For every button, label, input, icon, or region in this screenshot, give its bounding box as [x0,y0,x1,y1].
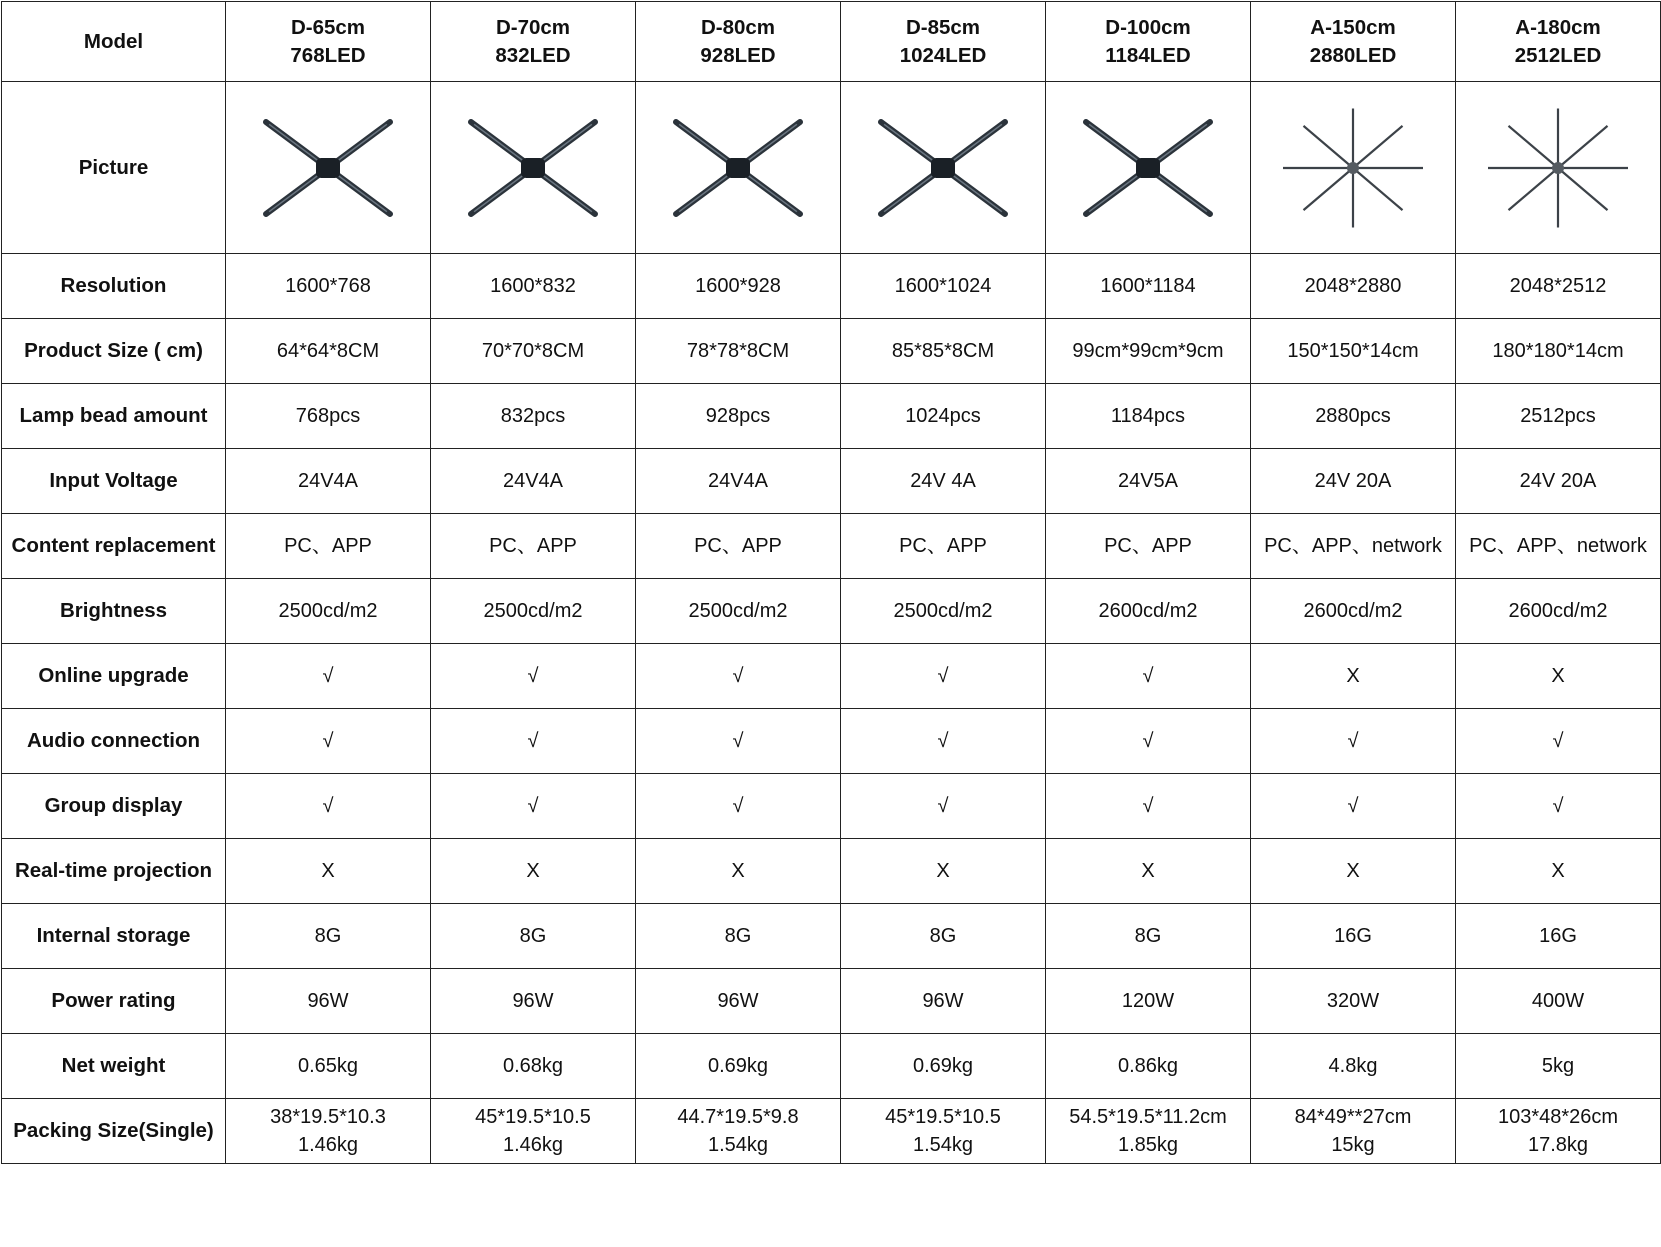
fan-hub [931,158,955,178]
packing-size: 84*49**27cm [1294,1106,1412,1128]
cross-mark: X [841,839,1046,904]
fan-hub [1552,162,1564,174]
eight-blade-fan-icon [1458,88,1658,248]
packing-weight: 1.85kg [1117,1134,1179,1156]
packing-weight: 17.8kg [1527,1134,1589,1156]
spec-row [2,319,1661,384]
model-header-row [2,2,1661,82]
cross-mark: X [1456,839,1661,904]
value-cell: 2880pcs [1251,384,1456,449]
picture-cell [636,82,841,254]
spec-row [2,904,1661,969]
row-label: Power rating [2,969,226,1034]
value-cell: 5kg [1456,1034,1661,1099]
packing-weight: 15kg [1331,1134,1375,1156]
fan-hub [726,158,750,178]
row-label: Internal storage [2,904,226,969]
value-cell: PC、APP [841,514,1046,579]
spec-row [2,384,1661,449]
four-blade-fan-icon [638,88,838,248]
value-cell: 24V4A [431,449,636,514]
cross-mark: X [1251,839,1456,904]
model-led-count: 928LED [700,43,776,67]
model-led-count: 2880LED [1309,43,1397,67]
row-label: Online upgrade [2,644,226,709]
value-cell: 150*150*14cm [1251,319,1456,384]
value-cell: 0.68kg [431,1034,636,1099]
model-led-count: 1024LED [899,43,987,67]
check-mark: √ [636,774,841,839]
cross-mark: X [431,839,636,904]
value-cell: 8G [431,904,636,969]
value-cell: 832pcs [431,384,636,449]
fan-blade [1558,168,1608,210]
value-cell: PC、APP、network [1456,514,1661,579]
spec-row [2,839,1661,904]
row-label: Resolution [2,254,226,319]
value-cell: 1184pcs [1046,384,1251,449]
check-mark: √ [1251,709,1456,774]
four-blade-fan-icon [843,88,1043,248]
packing-cell [226,1099,431,1164]
value-cell: 0.69kg [841,1034,1046,1099]
value-cell: 24V4A [636,449,841,514]
model-name: D-85cm [905,15,981,39]
fan-hub [1136,158,1160,178]
eight-blade-fan-icon [1253,88,1453,248]
value-cell: 2600cd/m2 [1046,579,1251,644]
value-cell: 4.8kg [1251,1034,1456,1099]
cross-mark: X [1251,644,1456,709]
row-label: Brightness [2,579,226,644]
value-cell: 24V4A [226,449,431,514]
value-cell: PC、APP、network [1251,514,1456,579]
value-cell: 320W [1251,969,1456,1034]
value-cell: 1600*768 [226,254,431,319]
check-mark: √ [1046,774,1251,839]
packing-weight: 1.46kg [502,1134,564,1156]
fan-hub [1347,162,1359,174]
check-mark: √ [1046,709,1251,774]
model-name: A-150cm [1310,15,1396,39]
row-label: Packing Size(Single) [2,1099,226,1164]
value-cell: 99cm*99cm*9cm [1046,319,1251,384]
value-cell: 768pcs [226,384,431,449]
model-led-count: 768LED [290,43,366,67]
check-mark: √ [226,644,431,709]
value-cell: 16G [1251,904,1456,969]
model-label: Model [2,2,226,82]
model-name: D-65cm [290,15,366,39]
check-mark: √ [841,774,1046,839]
check-mark: √ [1046,644,1251,709]
value-cell: 8G [1046,904,1251,969]
value-cell: 8G [636,904,841,969]
model-name: D-80cm [700,15,776,39]
fan-hub [521,158,545,178]
check-mark: √ [431,644,636,709]
model-led-count: 1184LED [1105,43,1191,67]
value-cell: 2600cd/m2 [1251,579,1456,644]
spec-row [2,709,1661,774]
four-blade-fan-icon [433,88,633,248]
value-cell: 2600cd/m2 [1456,579,1661,644]
check-mark: √ [431,709,636,774]
row-label: Product Size ( cm) [2,319,226,384]
fan-blade [1353,125,1403,167]
model-led-count: 832LED [495,43,571,67]
check-mark: √ [1251,774,1456,839]
value-cell: 1600*928 [636,254,841,319]
picture-cell [1046,82,1251,254]
model-cell [1456,2,1661,82]
packing-size: 45*19.5*10.5 [885,1106,1001,1128]
model-cell [1251,2,1456,82]
model-cell [841,2,1046,82]
fan-blade [1304,125,1354,167]
spec-row [2,254,1661,319]
value-cell: 70*70*8CM [431,319,636,384]
value-cell: 96W [431,969,636,1034]
row-label: Real-time projection [2,839,226,904]
value-cell: 1600*1024 [841,254,1046,319]
value-cell: 120W [1046,969,1251,1034]
value-cell: 8G [841,904,1046,969]
picture-cell [1456,82,1661,254]
value-cell: PC、APP [636,514,841,579]
row-label: Group display [2,774,226,839]
packing-weight: 1.54kg [707,1134,769,1156]
cross-mark: X [1046,839,1251,904]
fan-blade [1509,168,1559,210]
value-cell: 64*64*8CM [226,319,431,384]
picture-cell [841,82,1046,254]
value-cell: 928pcs [636,384,841,449]
check-mark: √ [841,709,1046,774]
picture-cell [431,82,636,254]
packing-weight: 1.54kg [912,1134,974,1156]
value-cell: 85*85*8CM [841,319,1046,384]
fan-blade [1509,125,1559,167]
model-name: D-100cm [1105,15,1191,39]
value-cell: 180*180*14cm [1456,319,1661,384]
value-cell: 2048*2880 [1251,254,1456,319]
value-cell: 96W [636,969,841,1034]
packing-cell [431,1099,636,1164]
row-label: Lamp bead amount [2,384,226,449]
model-cell [226,2,431,82]
model-cell [431,2,636,82]
packing-cell [636,1099,841,1164]
spec-row [2,514,1661,579]
picture-cell [226,82,431,254]
value-cell: 2500cd/m2 [841,579,1046,644]
fan-hub [316,158,340,178]
spec-row [2,969,1661,1034]
value-cell: 24V 20A [1251,449,1456,514]
picture-label: Picture [2,82,226,254]
row-label: Input Voltage [2,449,226,514]
check-mark: √ [226,774,431,839]
value-cell: 0.65kg [226,1034,431,1099]
packing-cell [841,1099,1046,1164]
value-cell: 8G [226,904,431,969]
packing-size: 103*48*26cm [1497,1106,1619,1128]
packing-cell [1456,1099,1661,1164]
value-cell: 1024pcs [841,384,1046,449]
check-mark: √ [1456,774,1661,839]
check-mark: √ [431,774,636,839]
cross-mark: X [226,839,431,904]
check-mark: √ [636,644,841,709]
value-cell: 2500cd/m2 [226,579,431,644]
value-cell: 96W [841,969,1046,1034]
model-name: A-180cm [1515,15,1601,39]
spec-row [2,449,1661,514]
check-mark: √ [636,709,841,774]
packing-row [2,1099,1661,1164]
packing-cell [1251,1099,1456,1164]
spec-comparison-table [1,1,1661,1164]
spec-row [2,1034,1661,1099]
packing-size: 45*19.5*10.5 [475,1106,591,1128]
row-label: Net weight [2,1034,226,1099]
row-label: Audio connection [2,709,226,774]
check-mark: √ [226,709,431,774]
value-cell: 0.69kg [636,1034,841,1099]
model-name: D-70cm [495,15,571,39]
value-cell: 24V5A [1046,449,1251,514]
packing-size: 38*19.5*10.3 [270,1106,386,1128]
fan-blade [1558,125,1608,167]
value-cell: 2512pcs [1456,384,1661,449]
model-led-count: 2512LED [1514,43,1602,67]
model-cell [636,2,841,82]
row-label: Content replacement [2,514,226,579]
value-cell: 78*78*8CM [636,319,841,384]
fan-blade [1304,168,1354,210]
check-mark: √ [1456,709,1661,774]
packing-cell [1046,1099,1251,1164]
packing-weight: 1.46kg [297,1134,359,1156]
value-cell: 1600*832 [431,254,636,319]
spec-row [2,644,1661,709]
value-cell: 24V 20A [1456,449,1661,514]
value-cell: 400W [1456,969,1661,1034]
spec-row [2,774,1661,839]
cross-mark: X [1456,644,1661,709]
four-blade-fan-icon [228,88,428,248]
value-cell: 0.86kg [1046,1034,1251,1099]
four-blade-fan-icon [1048,88,1248,248]
value-cell: 1600*1184 [1046,254,1251,319]
value-cell: PC、APP [1046,514,1251,579]
value-cell: 96W [226,969,431,1034]
spec-row [2,579,1661,644]
value-cell: 2500cd/m2 [636,579,841,644]
value-cell: 24V 4A [841,449,1046,514]
value-cell: PC、APP [226,514,431,579]
model-cell [1046,2,1251,82]
packing-size: 54.5*19.5*11.2cm [1069,1106,1227,1128]
picture-cell [1251,82,1456,254]
value-cell: 2048*2512 [1456,254,1661,319]
check-mark: √ [841,644,1046,709]
fan-blade [1353,168,1403,210]
value-cell: PC、APP [431,514,636,579]
packing-size: 44.7*19.5*9.8 [677,1106,799,1128]
value-cell: 2500cd/m2 [431,579,636,644]
value-cell: 16G [1456,904,1661,969]
picture-row [2,82,1661,254]
cross-mark: X [636,839,841,904]
